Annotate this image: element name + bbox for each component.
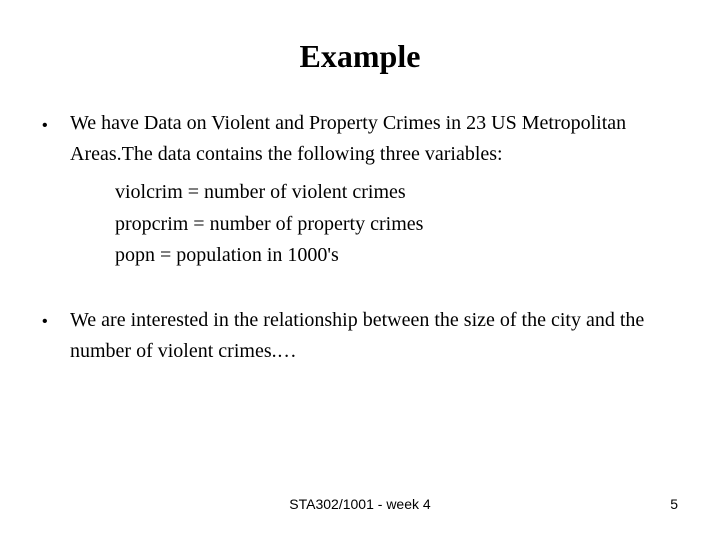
bullet-text-2: We are interested in the relationship between the size of the city and the number of violent crimes.… [70,309,645,362]
bullet-text-1: We have Data on Violent and Property Crimes in 23 US Metropolitan Areas.The data contains the following three variables: [70,112,627,165]
bullet-marker-1: • [42,117,48,134]
page-number: 5 [670,496,678,512]
footer-course-label: STA302/1001 - week 4 [289,496,431,512]
bullet-marker-2: • [42,313,48,330]
variable-line-propcrim: propcrim = number of property crimes [115,213,424,235]
variable-line-violcrim: violcrim = number of violent crimes [115,181,406,203]
slide-title: Example [299,38,421,74]
variable-line-popn: popn = population in 1000's [115,244,339,266]
